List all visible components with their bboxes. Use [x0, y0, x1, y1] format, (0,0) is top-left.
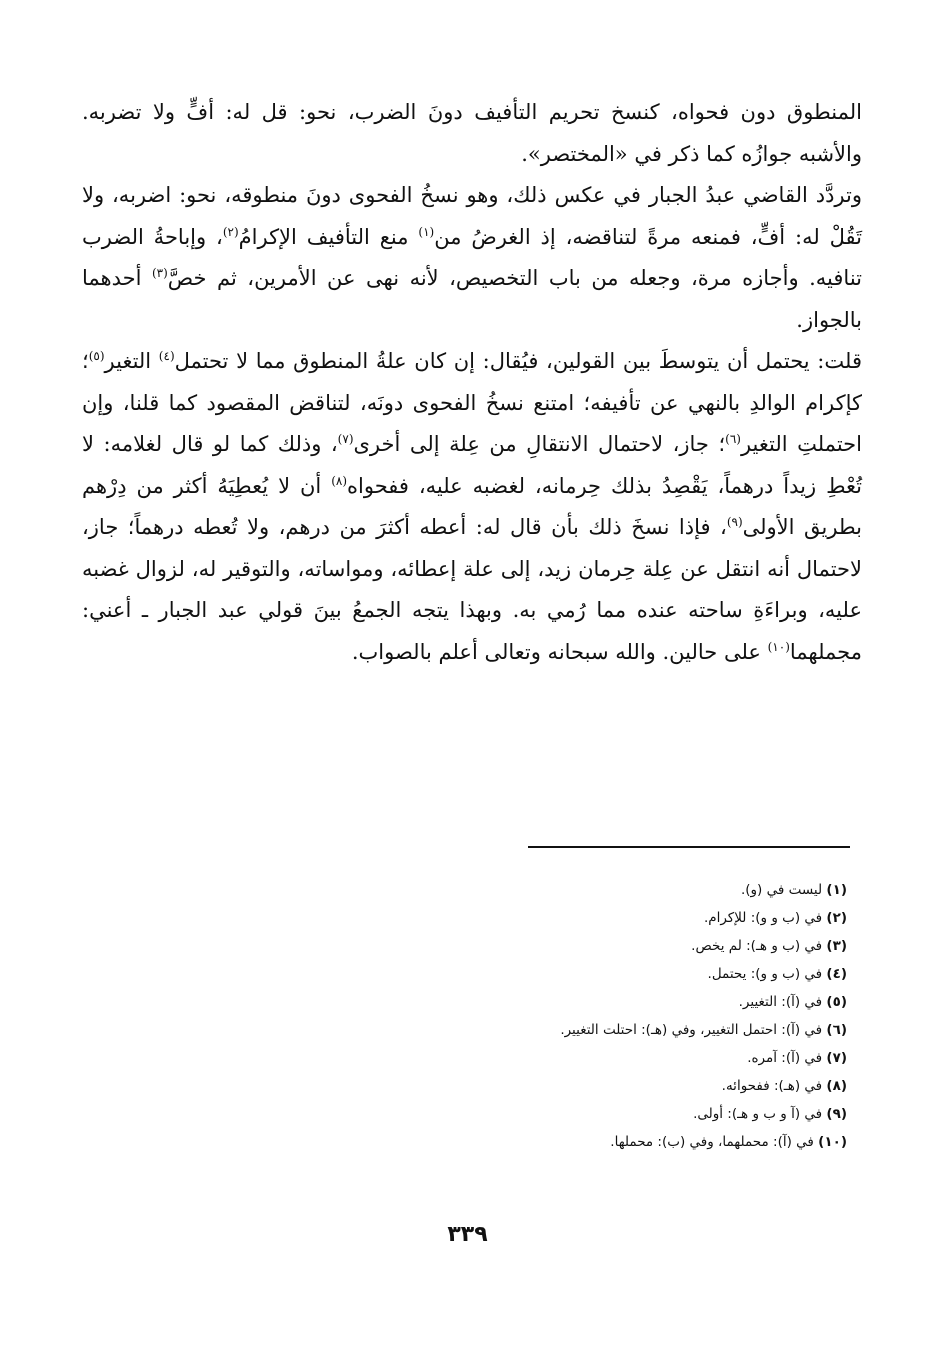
text-segment: المنطوق دون فحواه، كنسخ تحريم التأفيف دونَ الضرب، نحو: قل له: أفٍّ ولا تضربه. والأشبه جوازُه كما ذكر في «المختصر». [82, 100, 862, 166]
footnote-text: في (ب و هـ): لم يخص. [691, 938, 823, 954]
paragraph-1 [82, 92, 862, 175]
footnote-text: في (آ): التغيير. [738, 994, 823, 1010]
footnote-ref-1[interactable]: (١) [418, 224, 435, 239]
footnote-ref-8[interactable]: (٨) [331, 473, 348, 488]
footnote-5 [367, 988, 847, 1016]
text-segment: وتردَّد القاضي عبدُ الجبار في عكس ذلك، وهو نسخُ الفحوى دونَ منطوقه، نحو: اضربه، ولا تَقُلْ له: أفٍّ، فمنعه مرةً لتناقضه، إذ الغرضُ من [82, 183, 863, 249]
text-segment: ، وذلك كما لو قال لغلامه: لا تُعْطِ زيداً درهماً، يَقْصِدُ بذلك حِرمانه، لغضبه عليه، ففحواه [82, 432, 862, 498]
footnote-ref-5[interactable]: (٥) [88, 349, 105, 363]
footnote-number: (٤) [826, 966, 847, 982]
text-segment: ، وإباحةُ الضرب تنافيه. وأجازه مرة، وجعله من باب التخصيص، لأنه نهى عن الأمرين، ثم خصَّ [82, 224, 862, 290]
footnote-divider [528, 846, 850, 848]
text-segment: أحدهما بالجواز. [82, 266, 862, 332]
footnote-number: (١) [826, 882, 847, 898]
footnote-number: (٨) [826, 1078, 847, 1094]
footnote-number: (٩) [826, 1106, 847, 1122]
footnote-text: في (آ و ب و هـ): أولى. [693, 1106, 823, 1122]
text-segment: ، فإذا نسخَ ذلك بأن قال له: أعطه أكثرَ من درهم، ولا تُعطه درهماً؛ جاز، لاحتمال أنه انتقل عن عِلة حِرمان زيد، إلى علة إعطائه، ومواساته، والتوقير له، لزوال غضبه عليه، وبراءَةِ ساحته عنده مما رُمي به. وبهذا يتجه الجمعُ بينَ قولي عبد الجبار ـ أعني: مجملهما [82, 515, 862, 664]
footnote-number: (٦) [826, 1022, 847, 1038]
footnotes-list [367, 876, 847, 1156]
footnote-text: في (آ): محملهما، وفي (ب): محملها. [610, 1134, 814, 1150]
text-segment: التغير [104, 349, 159, 373]
footnote-3 [367, 932, 847, 960]
footnote-ref-4[interactable]: (٤) [158, 349, 175, 363]
footnote-text: في (ب و و): يحتمل. [707, 966, 823, 982]
footnote-text: ليست في (و). [740, 882, 823, 898]
text-segment: ؛ كإكرام الوالدِ بالنهي عن تأفيفه؛ امتنع نسخُ الفحوى دونَه، لتناقض المقصود كما قلنا، وإن احتملتِ التغير [82, 349, 862, 456]
page-number: ٣٣٩ [447, 1222, 488, 1247]
footnote-1 [367, 876, 847, 904]
text-segment: أن لا يُعطِيَهُ أكثر من دِرْهم بطريق الأولى [82, 473, 863, 539]
footnote-number: (٣) [826, 938, 847, 954]
footnote-ref-10[interactable]: (١٠) [767, 639, 790, 654]
text-segment: قلت: يحتمل أن يتوسطَ بين القولين، فيُقال: إن كان علةُ المنطوق مما لا تحتمل [174, 349, 862, 373]
footnote-2 [367, 904, 847, 932]
footnote-ref-2[interactable]: (٢) [222, 224, 239, 239]
footnote-7 [367, 1044, 847, 1072]
footnote-10 [367, 1128, 847, 1156]
footnote-ref-6[interactable]: (٦) [725, 432, 741, 446]
footnote-ref-9[interactable]: (٩) [726, 515, 743, 529]
text-segment: ؛ جاز، لاحتمال الانتقالِ من عِلة إلى أخرى [353, 432, 726, 456]
footnote-number: (٢) [826, 910, 847, 926]
footnote-text: في (آ): آمره. [747, 1050, 823, 1066]
main-text [82, 92, 862, 673]
footnote-6 [367, 1016, 847, 1044]
footnote-ref-7[interactable]: (٧) [337, 432, 354, 446]
paragraph-3 [82, 341, 862, 673]
footnote-number: (٧) [826, 1050, 847, 1066]
text-segment: منع التأفيف الإكرامُ [238, 224, 419, 249]
footnote-text: في (آ): احتمل التغيير، وفي (هـ): احتلت التغيير. [560, 1022, 823, 1038]
footnote-4 [367, 960, 847, 988]
footnote-text: في (ب و و): للإكرام. [703, 910, 823, 926]
footnote-8 [367, 1072, 847, 1100]
text-segment: على حالين. والله سبحانه وتعالى أعلم بالصواب. [351, 639, 768, 664]
footnote-ref-3[interactable]: (٣) [151, 266, 168, 280]
footnote-number: (١٠) [818, 1134, 847, 1150]
paragraph-2 [82, 175, 862, 341]
footnote-number: (٥) [826, 994, 847, 1010]
footnote-9 [367, 1100, 847, 1128]
footnote-text: في (هـ): ففحوائه. [721, 1078, 823, 1094]
